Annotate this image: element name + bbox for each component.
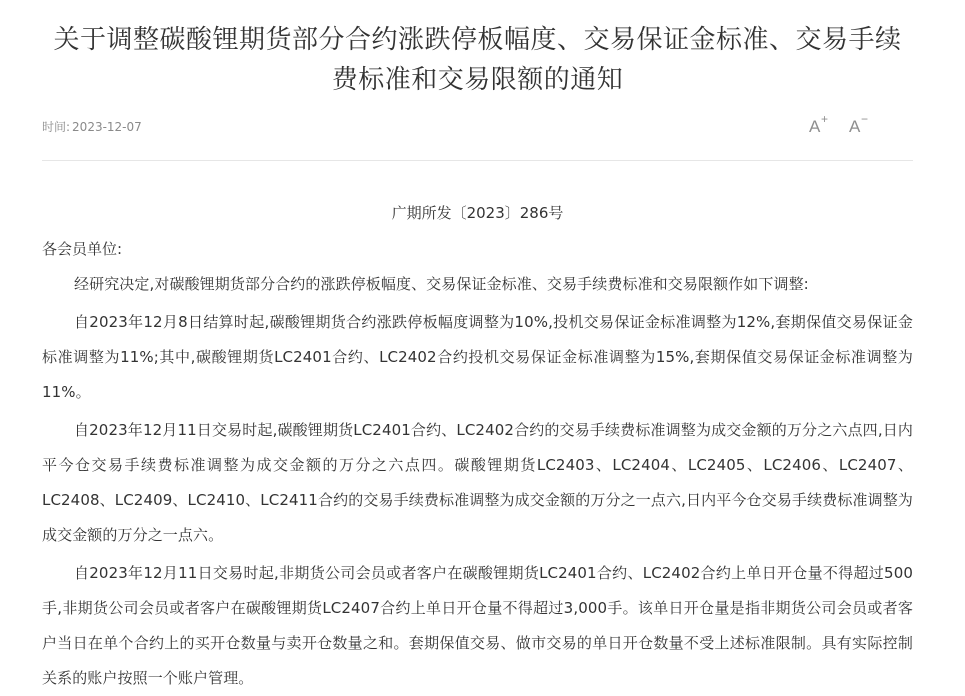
time-label: 时间:: [42, 120, 71, 134]
paragraph: 自2023年12月8日结算时起,碳酸锂期货合约涨跌停板幅度调整为10%,投机交易保证金标准调整为12%,套期保值交易保证金标准调整为11%;其中,碳酸锂期货LC2401合约、LC2402合约投机交易保证金标准调整为15%,套期保值交易保证金标准调整为11%。: [42, 313, 913, 401]
title-line-1: 关于调整碳酸锂期货部分合约涨跌停板幅度、交易保证金标准、交易手续: [53, 25, 902, 55]
font-decrease-icon[interactable]: A −: [849, 112, 869, 136]
article: [42, 0, 913, 696]
publish-time: [42, 118, 142, 135]
salutation: 各会员单位:: [42, 240, 123, 258]
meta-bar: [42, 100, 913, 161]
article-body: [42, 267, 913, 696]
font-size-tools: [809, 112, 869, 136]
paragraph: 自2023年12月11日交易时起,非期货公司会员或者客户在碳酸锂期货LC2401合约、LC2402合约上单日开仓量不得超过500手,非期货公司会员或者客户在碳酸锂期货LC2407合约上单日开仓量不得超过3,000手。该单日开仓量是指非期货公司会员或者客户当日在单个合约上的买开仓数量与卖开仓数量之和。套期保值交易、做市交易的单日开仓数量不受上述标准限制。具有实际控制关系的账户按照一个账户管理。: [42, 564, 913, 687]
paragraph: 自2023年12月11日交易时起,碳酸锂期货LC2401合约、LC2402合约的交易手续费标准调整为成交金额的万分之六点四,日内平今仓交易手续费标准调整为成交金额的万分之六点四。碳酸锂期货LC2403、LC2404、LC2405、LC2406、LC2407、LC2408、LC2409、LC2410、LC2411合约的交易手续费标准调整为成交金额的万分之一点六,日内平今仓交易手续费标准调整为成交金额的万分之一点六。: [42, 421, 913, 544]
page-title: [42, 0, 913, 100]
paragraph: 经研究决定,对碳酸锂期货部分合约的涨跌停板幅度、交易保证金标准、交易手续费标准和交易限额作如下调整:: [74, 275, 809, 293]
publish-date: 2023-12-07: [72, 120, 142, 134]
document-number: 广期所发〔2023〕286号: [391, 204, 564, 222]
font-increase-icon[interactable]: A +: [809, 112, 829, 136]
title-line-2: 费标准和交易限额的通知: [331, 65, 624, 95]
